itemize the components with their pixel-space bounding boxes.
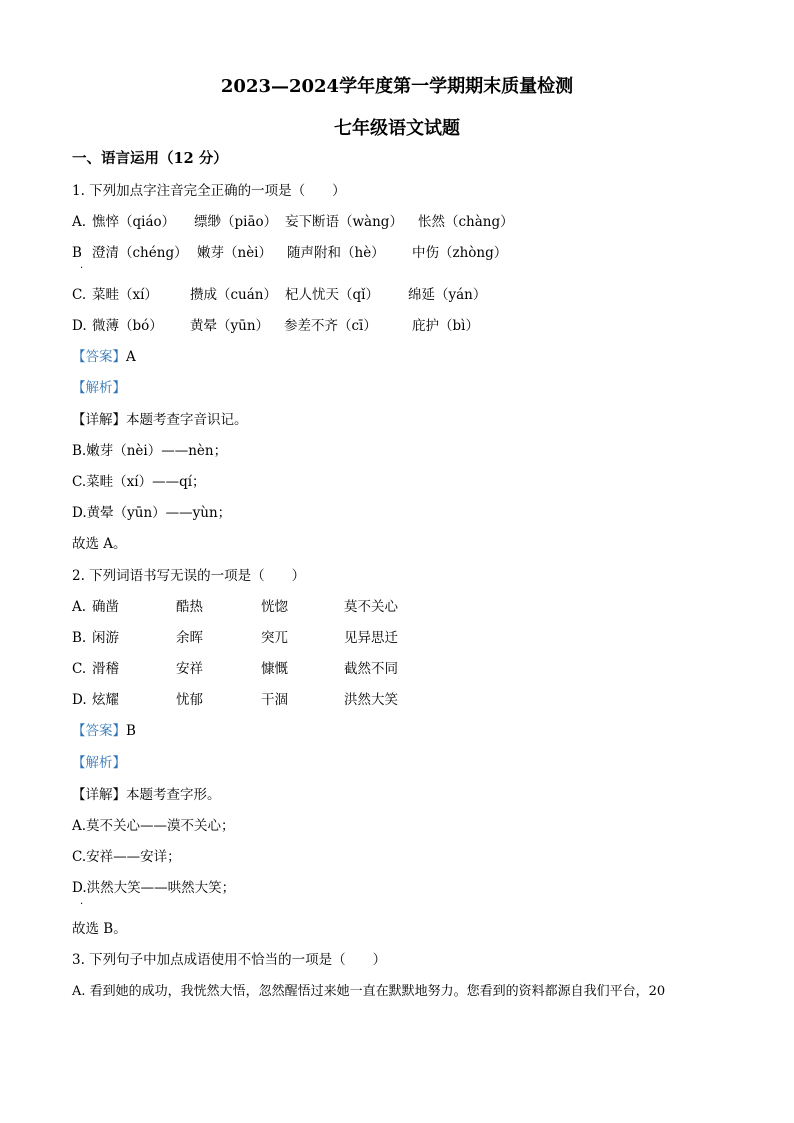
option-label: A.: [72, 214, 87, 230]
q1-fix: B.嫩芽（nèi）——nèn；: [72, 443, 228, 459]
option-label: A.: [72, 599, 87, 615]
answer-tag: 【答案】: [72, 349, 126, 365]
q2-fix: D.洪然大笑——哄然大笑；: [72, 880, 236, 896]
option-label: C.: [72, 661, 87, 677]
option-item: 随声附和（hè）: [287, 245, 385, 261]
q2-answer: [72, 722, 136, 740]
option-item: 截然不同: [344, 661, 398, 677]
q1-conclusion: 故选 A。: [72, 536, 127, 552]
q2-detail: [72, 786, 221, 804]
option-item: 忧郁: [176, 692, 203, 708]
option-item: 突兀: [261, 630, 288, 646]
option-label: C.: [72, 287, 87, 303]
option-item: 炫耀: [92, 692, 119, 708]
option-item: 庇护（bì）: [412, 318, 479, 334]
q2-stem: 2. 下列词语书写无误的一项是（ ）: [72, 568, 306, 584]
option-item: 杞人忧天（qǐ）: [285, 287, 379, 303]
option-item: 菜畦（xí）: [92, 287, 158, 303]
q2-fix: A.莫不关心——漠不关心；: [72, 818, 235, 834]
option-item: 余晖: [176, 630, 203, 646]
answer-value: B: [126, 723, 136, 739]
option-label: D.: [72, 692, 87, 708]
detail-tag: 【详解】: [72, 412, 126, 428]
option-item: 中伤（zhòng）: [412, 245, 508, 261]
q1-detail: [72, 411, 248, 429]
q3-option-a: A. 看到她的成功，我恍然大悟，忽然醒悟过来她一直在默默地努力。您看到的资料都源自我们平台，20: [72, 984, 666, 999]
option-item: 妄下断语（wàng）: [285, 214, 403, 230]
option-label: B: [72, 245, 82, 261]
detail-text: 本题考查字形。: [126, 787, 221, 803]
option-item: 干涸: [261, 692, 288, 708]
option-label: D.: [72, 318, 87, 334]
option-item: 酷热: [176, 599, 203, 615]
option-item: 怅然（chàng）: [418, 214, 514, 230]
option-item: 洪然大笑: [344, 692, 398, 708]
option-item: 攒成（cuán）: [190, 287, 277, 303]
q3-stem: 3. 下列句子中加点成语使用不恰当的一项是（ ）: [72, 952, 387, 968]
option-item: 缥缈（piāo）: [194, 214, 278, 230]
emphasis-dot: ·: [80, 263, 84, 274]
q1-stem: 1. 下列加点字注音完全正确的一项是（ ）: [72, 183, 346, 199]
option-item: 参差不齐（cī）: [284, 318, 377, 334]
option-item: 滑稽: [92, 661, 119, 677]
detail-text: 本题考查字音识记。: [126, 412, 248, 428]
option-item: 确凿: [92, 599, 119, 615]
option-item: 闲游: [92, 630, 119, 646]
answer-value: A: [126, 349, 136, 365]
analysis-tag: 【解析】: [72, 380, 126, 396]
q1-fix: C.菜畦（xí）——qí；: [72, 474, 206, 490]
document-subtitle: 七年级语文试题: [334, 118, 460, 139]
option-item: 慷慨: [261, 661, 288, 677]
option-item: 微薄（bó）: [92, 318, 163, 334]
emphasis-dot: ·: [80, 899, 84, 910]
option-item: 憔悴（qiáo）: [92, 214, 176, 230]
analysis-tag: 【解析】: [72, 755, 126, 771]
option-item: 莫不关心: [344, 599, 398, 615]
section-heading: 一、语言运用（12 分）: [72, 150, 228, 167]
option-item: 嫩芽（nèi）: [197, 245, 273, 261]
q1-answer: [72, 348, 136, 366]
option-item: 澄清（chéng）: [92, 245, 188, 261]
detail-tag: 【详解】: [72, 787, 126, 803]
q2-fix: C.安祥——安详；: [72, 849, 181, 865]
option-label: B.: [72, 630, 87, 646]
option-item: 绵延（yán）: [408, 287, 487, 303]
option-item: 黄晕（yūn）: [190, 318, 270, 334]
option-item: 恍惚: [261, 599, 288, 615]
q1-fix: D.黄晕（yūn）——yùn；: [72, 505, 232, 521]
q2-analysis: [72, 754, 126, 772]
answer-tag: 【答案】: [72, 723, 126, 739]
option-item: 见异思迁: [344, 630, 398, 646]
option-item: 安祥: [176, 661, 203, 677]
q1-analysis: [72, 379, 126, 397]
document-title: 2023—2024学年度第一学期期末质量检测: [220, 76, 574, 97]
q2-conclusion: 故选 B。: [72, 921, 127, 937]
